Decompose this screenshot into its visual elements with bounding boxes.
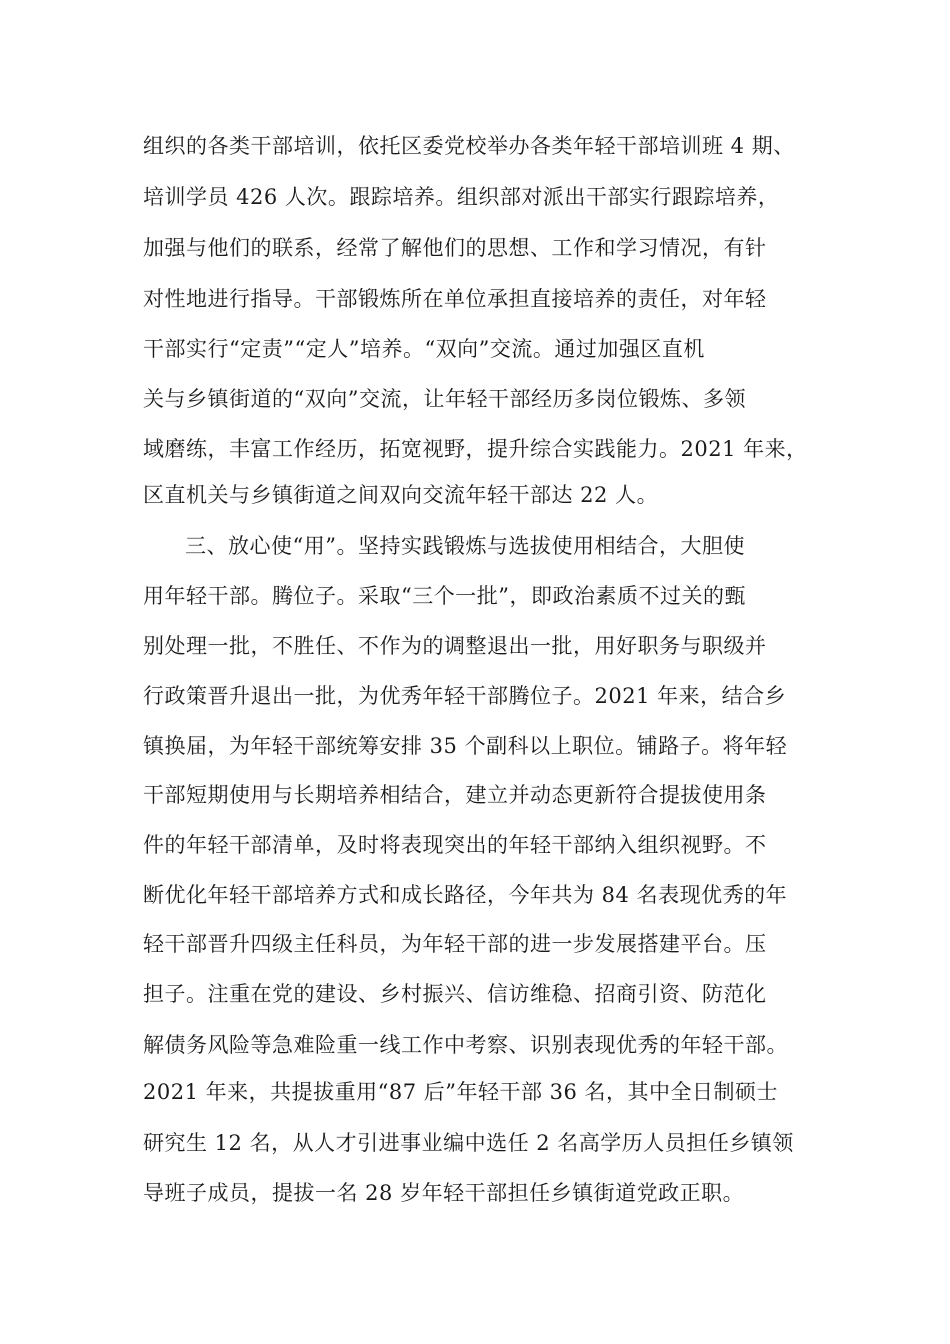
paragraph-2-line-13: 研究生 12 名，从人才引进事业编中选任 2 名高学历人员担任乡镇领 bbox=[143, 1131, 794, 1155]
paragraph-1-line-6: 关与乡镇街道的“双向”交流，让年轻干部经历多岗位锻炼、多领 bbox=[143, 387, 746, 411]
paragraph-2-line-14: 导班子成员，提拔一名 28 岁年轻干部担任乡镇街道党政正职。 bbox=[143, 1181, 745, 1205]
paragraph-1-line-1: 组织的各类干部培训，依托区委党校举办各类年轻干部培训班 4 期、 bbox=[143, 134, 795, 158]
paragraph-2-line-9: 轻干部晋升四级主任科员，为年轻干部的进一步发展搭建平台。压 bbox=[143, 932, 767, 956]
paragraph-2-line-8: 断优化年轻干部培养方式和成长路径，今年共为 84 名表现优秀的年 bbox=[143, 883, 788, 907]
paragraph-2-line-4: 行政策晋升退出一批，为优秀年轻干部腾位子。2021 年来，结合乡 bbox=[143, 684, 787, 708]
paragraph-1-line-7: 域磨练，丰富工作经历，拓宽视野，提升综合实践能力。2021 年来， bbox=[143, 437, 808, 461]
paragraph-2-line-3: 别处理一批，不胜任、不作为的调整退出一批，用好职务与职级并 bbox=[143, 634, 767, 658]
paragraph-1-line-5: 干部实行“定责”“定人”培养。“双向”交流。通过加强区直机 bbox=[143, 337, 705, 361]
paragraph-2-line-7: 件的年轻干部清单，及时将表现突出的年轻干部纳入组织视野。不 bbox=[143, 833, 767, 857]
paragraph-2-line-5: 镇换届，为年轻干部统筹安排 35 个副科以上职位。铺路子。将年轻 bbox=[143, 734, 788, 758]
paragraph-2-line-2: 用年轻干部。腾位子。采取“三个一批”，即政治素质不过关的甄 bbox=[143, 584, 746, 608]
paragraph-2-line-1: 三、放心使“用”。坚持实践锻炼与选拔使用相结合，大胆使 bbox=[185, 534, 745, 558]
paragraph-1-line-3: 加强与他们的联系，经常了解他们的思想、工作和学习情况，有针 bbox=[143, 236, 767, 260]
paragraph-2-line-10: 担子。注重在党的建设、乡村振兴、信访维稳、招商引资、防范化 bbox=[143, 982, 767, 1006]
paragraph-2-line-12: 2021 年来，共提拔重用“87 后”年轻干部 36 名，其中全日制硕士 bbox=[143, 1080, 779, 1104]
paragraph-1-line-2: 培训学员 426 人次。跟踪培养。组织部对派出干部实行跟踪培养， bbox=[143, 185, 780, 209]
paragraph-1-line-8: 区直机关与乡镇街道之间双向交流年轻干部达 22 人。 bbox=[143, 483, 659, 507]
paragraph-1-line-4: 对性地进行指导。干部锻炼所在单位承担直接培养的责任，对年轻 bbox=[143, 287, 767, 311]
paragraph-2-line-6: 干部短期使用与长期培养相结合，建立并动态更新符合提拔使用条 bbox=[143, 783, 767, 807]
paragraph-2-line-11: 解债务风险等急难险重一线工作中考察、识别表现优秀的年轻干部。 bbox=[143, 1033, 788, 1057]
